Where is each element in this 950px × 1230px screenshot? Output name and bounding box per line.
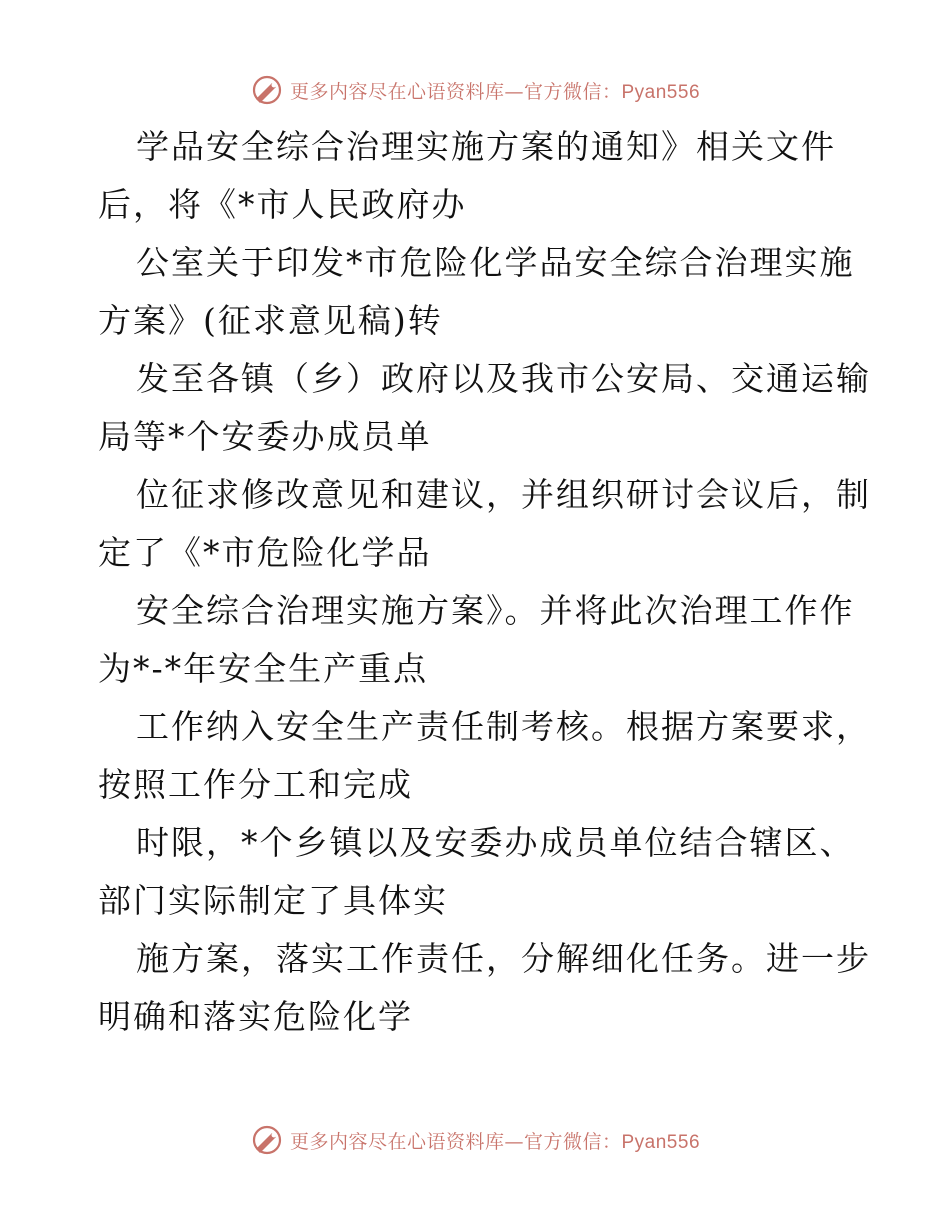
body-line: 明确和落实危险化学 bbox=[98, 997, 413, 1036]
body-line: 局等*个安委办成员单 bbox=[98, 417, 432, 456]
header-wechat-id: Pyan556 bbox=[621, 81, 701, 103]
footer-watermark-text bbox=[290, 1127, 700, 1154]
body-line: 定了《*市危险化学品 bbox=[98, 533, 432, 572]
document-body bbox=[98, 118, 871, 1046]
body-line: 部门实际制定了具体实 bbox=[98, 881, 448, 920]
footer-brand-name: 更多内容尽在心语资料库 bbox=[289, 1130, 505, 1153]
body-line: 位征求修改意见和建议，并组织研讨会议后，制 bbox=[136, 475, 871, 514]
body-line: 后，将《*市人民政府办 bbox=[98, 185, 467, 224]
footer-brand bbox=[250, 1123, 700, 1157]
body-line: 发至各镇（乡）政府以及我市公安局、交通运输 bbox=[136, 359, 871, 398]
footer-separator: — bbox=[504, 1130, 524, 1153]
brand-logo-icon bbox=[250, 1123, 284, 1157]
header-watermark-text bbox=[290, 77, 700, 104]
body-line: 安全综合治理实施方案》。并将此次治理工作作 bbox=[136, 591, 855, 630]
header-separator: — bbox=[504, 80, 524, 103]
brand-logo-icon bbox=[250, 73, 284, 107]
body-line: 公室关于印发*市危险化学品安全综合治理实施 bbox=[136, 243, 855, 282]
body-line: 学品安全综合治理实施方案的通知》相关文件 bbox=[136, 127, 836, 166]
body-line: 方案》(征求意见稿)转 bbox=[98, 301, 443, 340]
header-brand-name: 更多内容尽在心语资料库 bbox=[289, 80, 505, 103]
body-line: 为*-*年安全生产重点 bbox=[98, 649, 429, 688]
body-line: 工作纳入安全生产责任制考核。根据方案要求， bbox=[136, 707, 871, 746]
footer-wechat-id: Pyan556 bbox=[621, 1131, 701, 1153]
body-line: 时限，*个乡镇以及安委办成员单位结合辖区、 bbox=[136, 823, 855, 862]
body-line: 施方案，落实工作责任，分解细化任务。进一步 bbox=[136, 939, 871, 978]
page-footer bbox=[0, 1120, 950, 1160]
footer-wechat-label: 官方微信： bbox=[523, 1130, 622, 1153]
header-brand bbox=[250, 73, 700, 107]
body-line: 按照工作分工和完成 bbox=[98, 765, 413, 804]
header-wechat-label: 官方微信： bbox=[523, 80, 622, 103]
page-header bbox=[0, 70, 950, 110]
